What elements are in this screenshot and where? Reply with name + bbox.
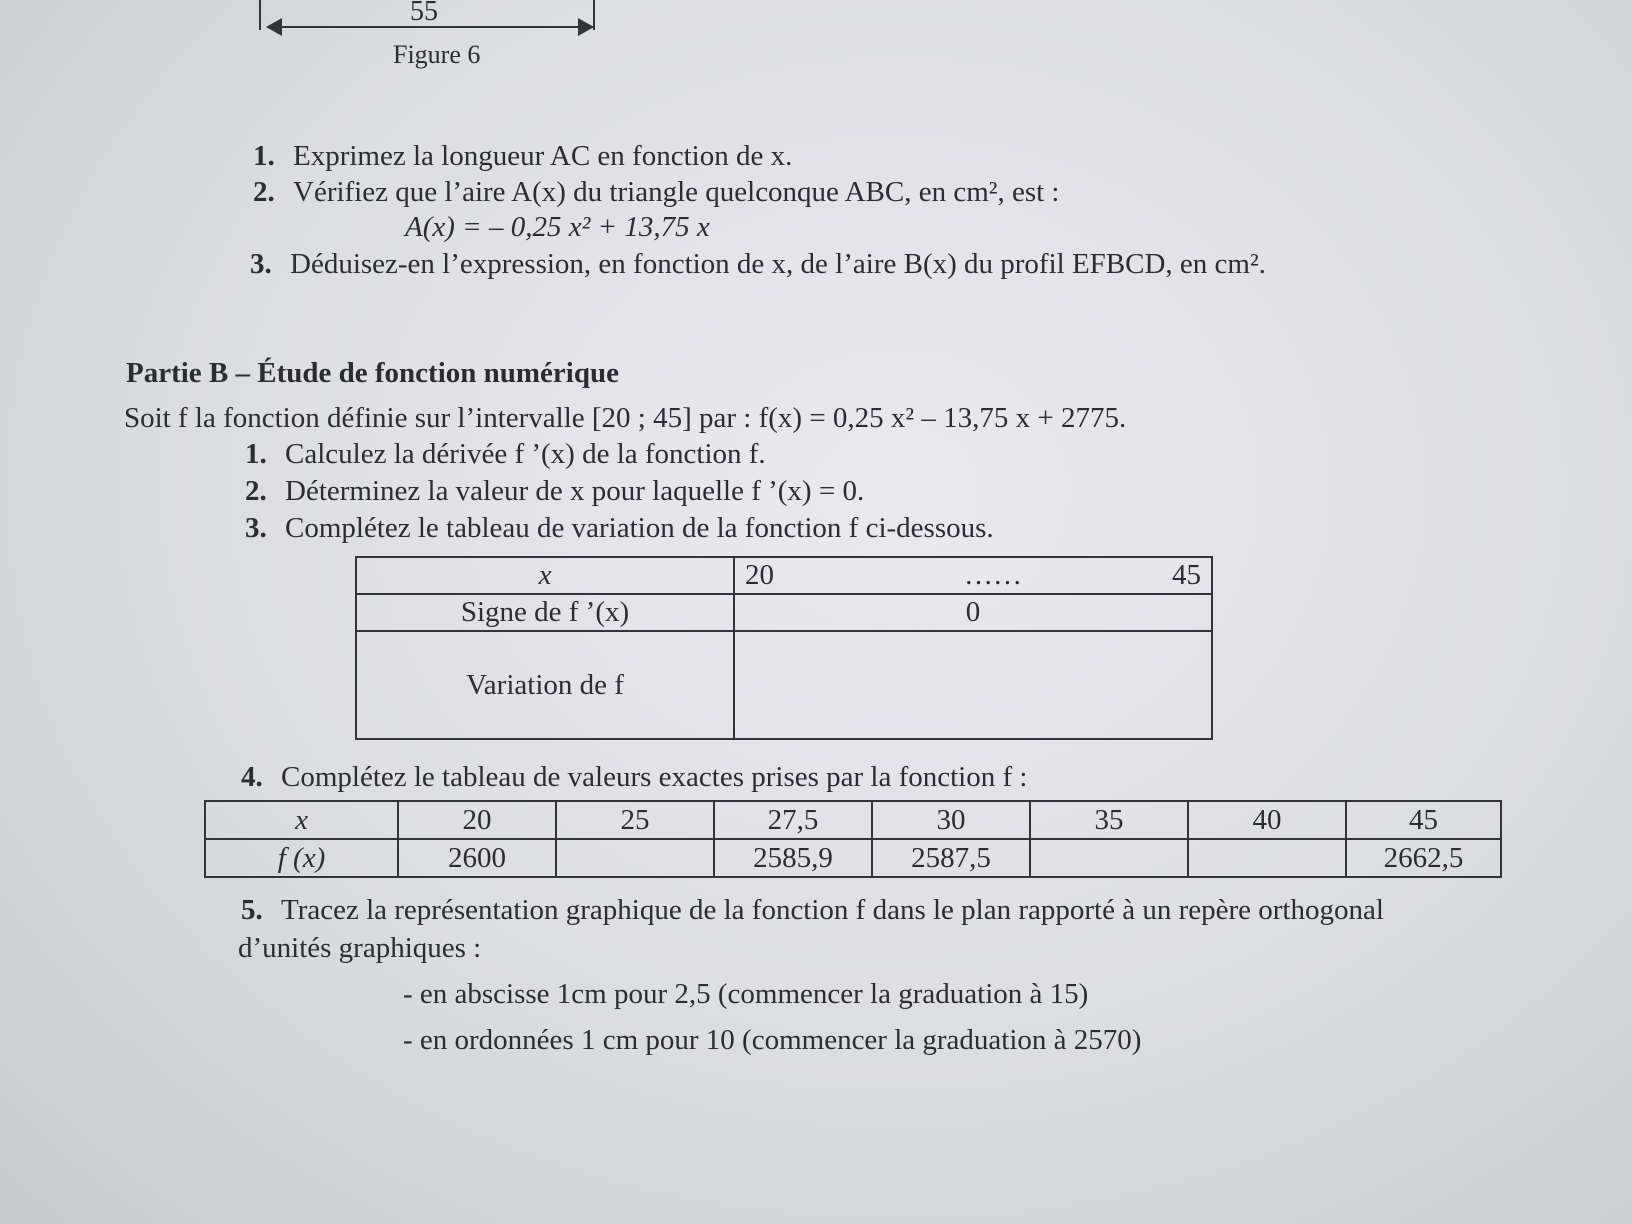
bullet-abscissa: - en abscisse 1cm pour 2,5 (commencer la graduation à 15) <box>403 978 1089 1010</box>
partB-intro: Soit f la fonction définie sur l’intervalle [20 ; 45] par : f(x) = 0,25 x² – 13,75 x + 2775. <box>124 402 1127 434</box>
partB-question-4: 4. Complétez le tableau de valeurs exactes prises par la fonction f : <box>241 761 1028 793</box>
arrow-left-icon <box>266 18 282 36</box>
partA-question-1: 1. Exprimez la longueur AC en fonction de x. <box>253 140 793 172</box>
values-x-cell: 35 <box>1030 801 1188 839</box>
variation-x-label: x <box>356 557 734 594</box>
partA-question-2: 2. Vérifiez que l’aire A(x) du triangle quelconque ABC, en cm², est : <box>253 176 1060 208</box>
variation-row-x <box>356 557 1212 594</box>
variation-f-label: Variation de f <box>356 631 734 739</box>
variation-x-start: 20 <box>745 559 774 591</box>
values-fx-cell: 2585,9 <box>714 839 872 877</box>
dimension-tick-left <box>259 0 261 30</box>
partA-formula: A(x) = – 0,25 x² + 13,75 x <box>405 211 710 243</box>
partB-question-5: 5. Tracez la représentation graphique de la fonction f dans le plan rapporté à un repère orthogonal <box>241 894 1384 926</box>
partB-question-3: 3. Complétez le tableau de variation de la fonction f ci-dessous. <box>245 512 994 544</box>
variation-table <box>355 556 1213 740</box>
partB-question-1: 1. Calculez la dérivée f ’(x) de la fonction f. <box>245 438 766 470</box>
values-x-label: x <box>205 801 398 839</box>
values-fx-cell[interactable] <box>556 839 714 877</box>
variation-x-end: 45 <box>1172 559 1201 591</box>
values-x-cell: 20 <box>398 801 556 839</box>
values-fx-cell: 2600 <box>398 839 556 877</box>
section-title: Partie B – Étude de fonction numérique <box>126 357 619 389</box>
values-fx-cell: 2587,5 <box>872 839 1030 877</box>
values-row-fx <box>205 839 1501 877</box>
variation-row-variation <box>356 631 1212 739</box>
values-fx-label: f (x) <box>205 839 398 877</box>
values-fx-cell[interactable] <box>1188 839 1346 877</box>
values-x-cell: 40 <box>1188 801 1346 839</box>
variation-sign-value: 0 <box>734 594 1212 631</box>
values-fx-cell[interactable] <box>1030 839 1188 877</box>
arrow-right-icon <box>578 18 594 36</box>
values-table <box>204 800 1502 878</box>
dimension-label: 55 <box>410 0 438 27</box>
values-x-cell: 30 <box>872 801 1030 839</box>
variation-f-cell[interactable] <box>734 631 1212 739</box>
variation-x-values <box>734 557 1212 594</box>
partB-question-5-cont: d’unités graphiques : <box>238 932 482 964</box>
bullet-ordinate: - en ordonnées 1 cm pour 10 (commencer la graduation à 2570) <box>403 1024 1142 1056</box>
variation-x-mid: …… <box>964 559 1022 591</box>
variation-sign-label: Signe de f ’(x) <box>356 594 734 631</box>
partB-question-2: 2. Déterminez la valeur de x pour laquelle f ’(x) = 0. <box>245 475 865 507</box>
figure-caption: Figure 6 <box>393 40 481 69</box>
variation-row-sign <box>356 594 1212 631</box>
values-fx-cell: 2662,5 <box>1346 839 1501 877</box>
values-row-x <box>205 801 1501 839</box>
values-x-cell: 45 <box>1346 801 1501 839</box>
values-x-cell: 27,5 <box>714 801 872 839</box>
values-x-cell: 25 <box>556 801 714 839</box>
partA-question-3: 3. Déduisez-en l’expression, en fonction de x, de l’aire B(x) du profil EFBCD, en cm². <box>250 248 1266 280</box>
